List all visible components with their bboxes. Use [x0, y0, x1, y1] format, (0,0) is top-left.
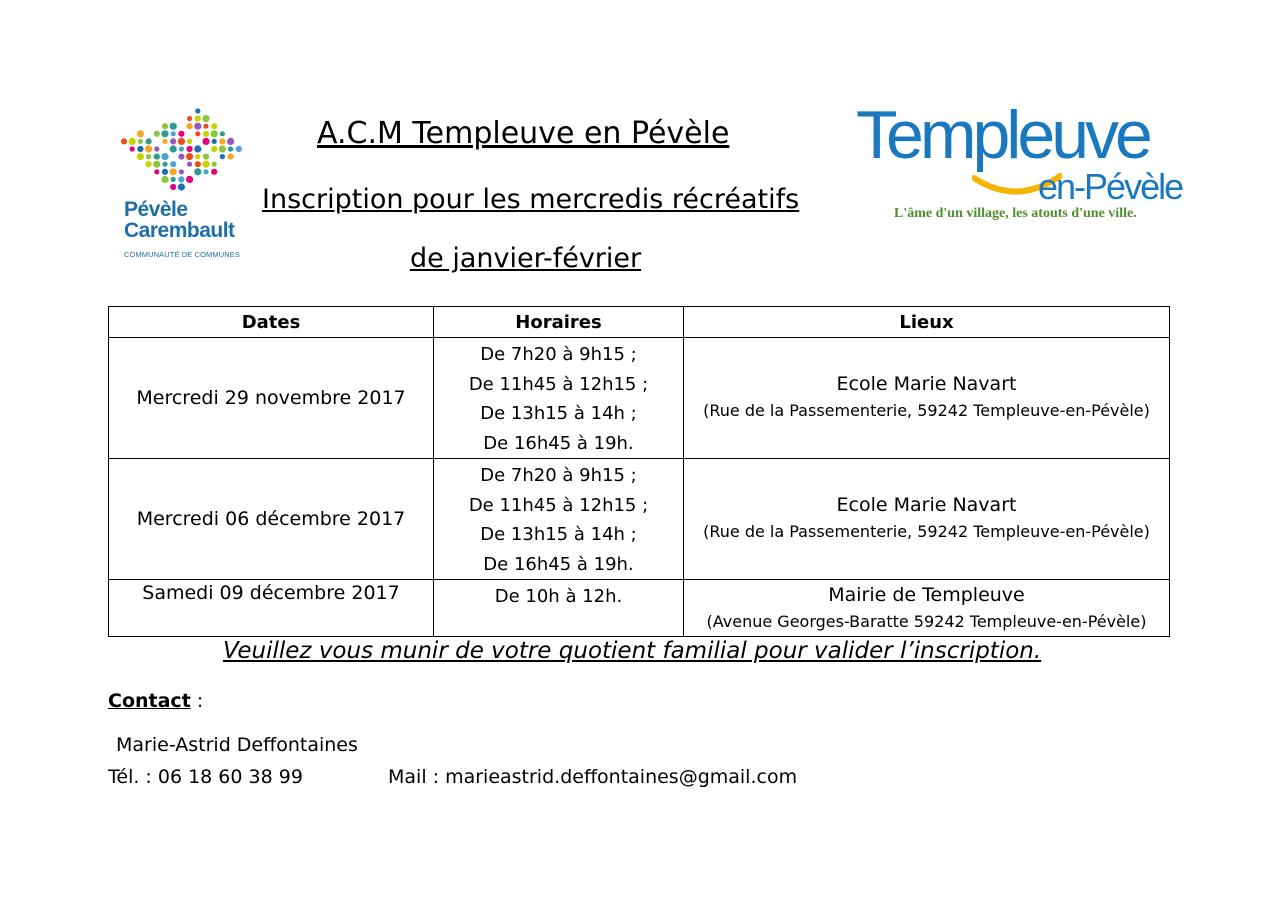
logo-dot: [186, 153, 193, 160]
page-title: A.C.M Templeuve en Pévèle: [317, 116, 730, 151]
logo-dot: [219, 138, 225, 144]
table-row: [109, 459, 1170, 580]
logo-dot: [236, 146, 242, 152]
logo-dot: [178, 138, 185, 145]
logo-dot: [187, 116, 192, 121]
row-date: Mercredi 29 novembre 2017: [109, 338, 434, 459]
logo-left-line2: Carembault: [124, 219, 235, 242]
logo-dot: [187, 146, 193, 152]
logo-dot: [220, 131, 225, 136]
logo-dot: [171, 131, 176, 136]
page-subtitle-2: de janvier-février: [410, 243, 642, 274]
logo-dot: [138, 139, 143, 144]
contact-name: Marie-Astrid Deffontaines: [116, 734, 358, 756]
row-lieu: [684, 580, 1170, 637]
table-row: [109, 580, 1170, 637]
row-horaires: [434, 338, 684, 459]
contact-email: Mail : marieastrid.deffontaines@gmail.com: [388, 766, 798, 788]
logo-dot: [154, 154, 160, 160]
logo-dot: [178, 131, 184, 137]
logo-dot: [202, 138, 209, 145]
logo-dot: [202, 115, 209, 122]
logo-dot: [203, 124, 208, 129]
logo-dot: [178, 154, 184, 160]
logo-dot: [153, 161, 160, 168]
logo-dot: [228, 146, 233, 151]
logo-dot: [195, 116, 201, 122]
header-lieux: Lieux: [684, 307, 1170, 338]
logo-dot: [170, 168, 177, 175]
logo-dot: [137, 146, 143, 152]
logo-dot: [203, 154, 209, 160]
logo-dot: [170, 184, 176, 190]
contact-suffix: :: [190, 690, 204, 712]
logo-dot: [203, 169, 208, 174]
contact-heading: [108, 690, 203, 712]
horaire-line: De 11h45 à 12h15 ;: [468, 494, 649, 516]
logo-dot: [146, 154, 151, 159]
logo-dot: [146, 161, 152, 167]
schedule-table: [108, 306, 1170, 637]
header-dates: Dates: [109, 307, 434, 338]
logo-dot: [162, 162, 167, 167]
templeuve-logo: [852, 97, 1183, 227]
logo-dot: [194, 123, 201, 130]
row-date: Samedi 09 décembre 2017: [109, 580, 434, 637]
row-lieu: [684, 338, 1170, 459]
logo-dot: [161, 176, 168, 183]
logo-dot: [145, 145, 152, 152]
logo-dot: [186, 176, 193, 183]
lieu-address: (Avenue Georges-Baratte 59242 Templeuve-en-Pévèle): [706, 612, 1147, 631]
lieu-address: (Rue de la Passementerie, 59242 Templeuve-en-Pévèle): [703, 522, 1150, 541]
logo-dot: [202, 161, 209, 168]
logo-dot: [228, 154, 234, 160]
dots-map-graphic: [118, 106, 253, 198]
logo-dot: [195, 161, 201, 167]
pevele-carembault-logo: [118, 106, 253, 266]
logo-dot: [211, 130, 218, 137]
logo-dot: [154, 169, 159, 174]
logo-right-tagline: L'âme d'un village, les atouts d'une ville.: [894, 206, 1137, 221]
lieu-name: Ecole Marie Navart: [836, 494, 1017, 516]
logo-dot: [194, 168, 201, 175]
logo-dot: [162, 139, 167, 144]
logo-dot: [170, 138, 176, 144]
logo-dot: [187, 162, 192, 167]
lieu-name: Ecole Marie Navart: [836, 373, 1017, 395]
horaire-line: De 7h20 à 9h15 ;: [480, 344, 637, 365]
page-subtitle-1: Inscription pour les mercredis récréatifs: [262, 184, 800, 215]
logo-right-main: Templeuve: [856, 97, 1149, 173]
logo-dot: [146, 138, 152, 144]
logo-dot: [212, 139, 217, 144]
logo-dot: [212, 162, 217, 167]
logo-dot: [137, 130, 144, 137]
logo-dot: [161, 153, 168, 160]
logo-dot: [121, 138, 127, 144]
lieu-name: Mairie de Templeuve: [828, 584, 1025, 606]
logo-dot: [178, 176, 184, 182]
logo-right-sub: en-Pévèle: [1038, 166, 1183, 207]
logo-dot: [170, 145, 177, 152]
logo-dot: [170, 123, 177, 130]
logo-dot: [161, 130, 168, 137]
horaire-line: De 16h45 à 19h.: [483, 432, 634, 454]
logo-dot: [195, 154, 200, 159]
contact-phone: Tél. : 06 18 60 38 99: [108, 766, 303, 788]
logo-dot: [187, 123, 193, 129]
logo-dot: [178, 183, 185, 190]
logo-dot: [171, 177, 176, 182]
logo-dot: [162, 169, 168, 175]
logo-dot: [211, 169, 217, 175]
logo-dot: [129, 138, 136, 145]
logo-dot: [194, 145, 201, 152]
logo-dot: [227, 138, 234, 145]
table-header-row: [109, 307, 1170, 338]
horaire-line: De 10h à 12h.: [494, 586, 623, 607]
logo-dot: [219, 145, 226, 152]
logo-dot: [211, 123, 217, 129]
row-date: Mercredi 06 décembre 2017: [109, 459, 434, 580]
logo-dot: [203, 131, 209, 137]
logo-dot: [195, 108, 200, 113]
horaire-line: De 11h45 à 12h15 ;: [468, 373, 649, 395]
logo-dot: [154, 146, 159, 151]
notice-text: Veuillez vous munir de votre quotient familial pour valider l’inscription.: [223, 638, 1042, 664]
contact-label: Contact: [108, 690, 191, 712]
logo-dot: [220, 154, 225, 159]
table-row: [109, 338, 1170, 459]
horaire-line: De 13h15 à 14h ;: [480, 524, 637, 545]
horaire-line: De 16h45 à 19h.: [483, 553, 634, 575]
logo-left-line1: Pévèle: [124, 198, 188, 221]
lieu-address: (Rue de la Passementerie, 59242 Templeuve-en-Pévèle): [703, 401, 1150, 420]
logo-left-name: [124, 199, 235, 241]
logo-left-subtitle: COMMUNAUTÉ DE COMMUNES: [124, 250, 240, 259]
logo-dot: [195, 131, 200, 136]
header-horaires: Horaires: [434, 307, 684, 338]
logo-dot: [187, 139, 192, 144]
logo-dot: [170, 161, 176, 167]
row-lieu: [684, 459, 1170, 580]
logo-dot: [137, 153, 144, 160]
logo-dot: [179, 169, 184, 174]
horaire-line: De 13h15 à 14h ;: [480, 403, 637, 424]
horaire-line: De 7h20 à 9h15 ;: [480, 465, 637, 486]
logo-dot: [130, 146, 135, 151]
logo-dot: [162, 123, 168, 129]
row-horaires: [434, 459, 684, 580]
row-horaires: [434, 580, 684, 637]
logo-dot: [179, 146, 184, 151]
logo-dot: [211, 146, 217, 152]
logo-dot: [154, 131, 160, 137]
